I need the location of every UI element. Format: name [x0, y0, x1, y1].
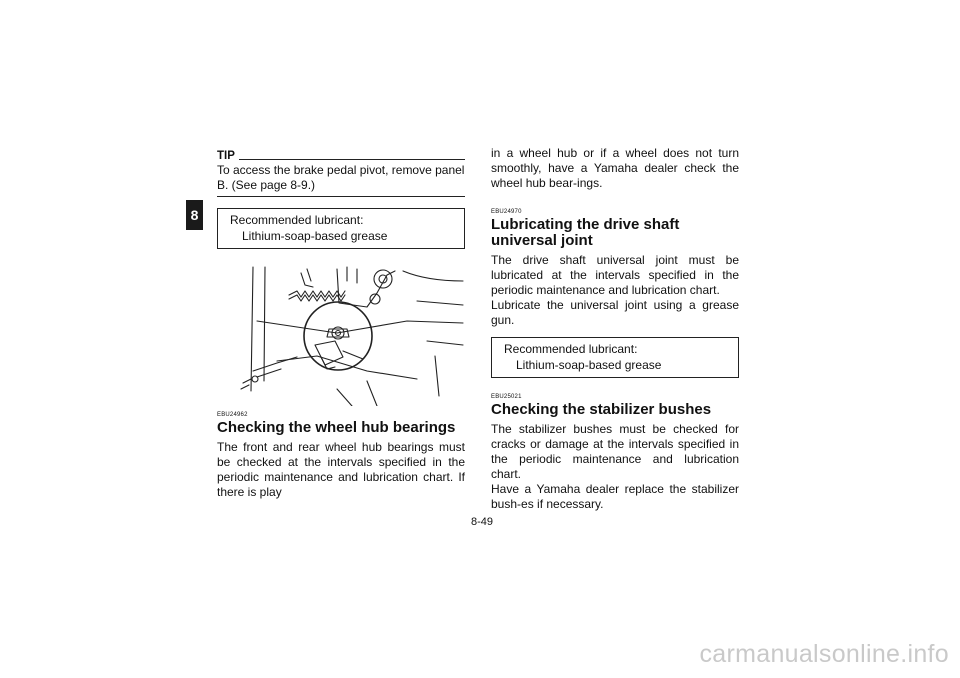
- heading-stabilizer-bushes: Checking the stabilizer bushes: [491, 401, 712, 418]
- body-universal-joint-1: The drive shaft universal joint must be lubricated at the intervals specified in the periodic maintenance and lubrication chart.: [491, 253, 739, 297]
- body-stabilizer-2: Have a Yamaha dealer replace the stabilizer bush-es if necessary.: [491, 482, 739, 511]
- brake-pedal-pivot-illustration: [217, 261, 465, 406]
- body-wheel-hub-bearings: The front and rear wheel hub bearings must be checked at the intervals specified in the periodic maintenance and lubrication chart. If there is play: [217, 440, 465, 499]
- tip-rule: [239, 159, 465, 160]
- right-column: [491, 146, 739, 512]
- left-column: [217, 150, 465, 500]
- lubricant-value: Lithium-soap-based grease: [516, 358, 662, 372]
- tip-text: To access the brake pedal pivot, remove panel B. (See page 8-9.): [217, 163, 465, 197]
- body-universal-joint-2: Lubricate the universal joint using a grease gun.: [491, 298, 739, 327]
- pivot-drawing: [217, 261, 465, 406]
- lubricant-box: [217, 208, 465, 249]
- watermark: carmanualsonline.info: [699, 640, 949, 668]
- lubricant-label: Recommended lubricant:: [230, 213, 364, 227]
- section-code-hub: EBU24962: [217, 412, 248, 418]
- chapter-tab: 8: [186, 200, 203, 230]
- body-stabilizer-1: The stabilizer bushes must be checked for cracks or damage at the intervals specified in the periodic maintenance and lubrication chart.: [491, 422, 739, 481]
- heading-wheel-hub-bearings: Checking the wheel hub bearings: [217, 419, 456, 436]
- continued-text: in a wheel hub or if a wheel does not turn smoothly, have a Yamaha dealer check the wheel hub bear-ings.: [491, 146, 739, 190]
- page-number: 8-49: [470, 516, 494, 528]
- tip-label: TIP: [217, 150, 235, 162]
- lubricant-box-universal-joint: [491, 337, 739, 378]
- lubricant-label: Recommended lubricant:: [504, 342, 638, 356]
- heading-universal-joint: Lubricating the drive shaft universal joint: [491, 216, 680, 249]
- section-code-stabilizer: EBU25021: [491, 394, 522, 400]
- lubricant-value: Lithium-soap-based grease: [242, 229, 388, 243]
- section-code-universal-joint: EBU24970: [491, 209, 522, 215]
- tip-header: [217, 150, 465, 162]
